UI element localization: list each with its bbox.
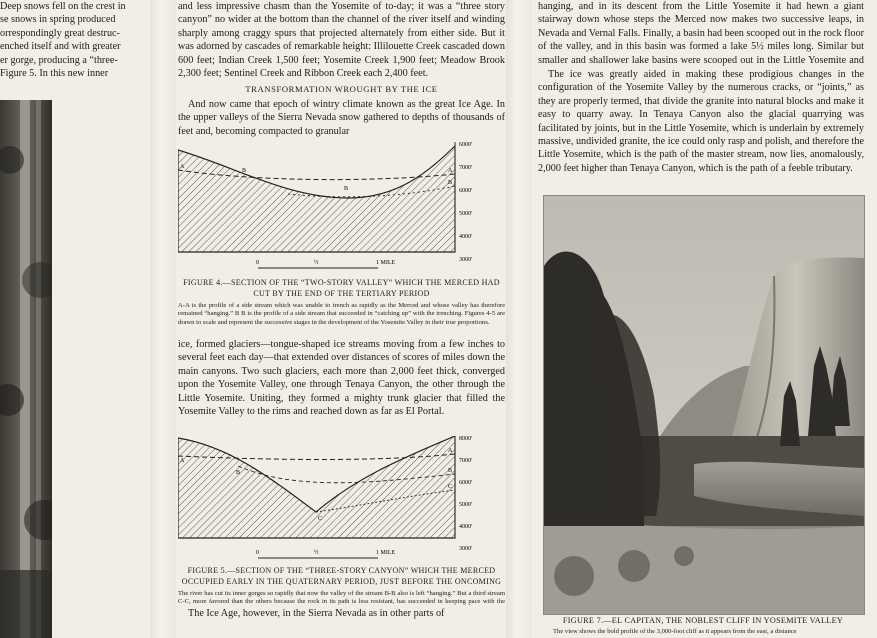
elevation-label: 4000' xyxy=(459,234,473,240)
elevation-label: 4000' xyxy=(459,524,473,530)
elevation-label: 8000' xyxy=(459,436,473,442)
left-line: se snows in spring produced xyxy=(0,14,116,26)
body-paragraph: ice, formed glaciers—tongue-shaped ice streams moving from a few inches to several feet each day—that extended over distances of scores of miles down the main canyons. Two such glaciers, each more than 2,000 feet thick, converged upon the Yosemite Valley, one through Tenaya Canyon, the other through the Little Yosemite. Uniting, they formed a mighty trunk glacier that filled the Yosemite Valley to the rims and reached down as far as El Portal. xyxy=(178,339,505,418)
valley-profile xyxy=(178,146,455,252)
elevation-label: 6000' xyxy=(459,142,473,148)
body-paragraph: The ice was greatly aided in making these prodigious changes in the configuration of the Yosemite Valley by the numerous cracks, or “joints,” as they are properly termed, that divide the granite into natural blocks and make it easy to quarry away. In Tenaya Canyon also the glacial quarrying was facilitated by joints, but in the Little Yosemite, which is underlain by extremely massive, undivided granite, the ice could only rasp and polish, and therefore the Little Yosemite, which is the path of the master stream, now lies, anomalously, 2,000 feet higher than Tenaya Canyon, which is the path of a feeble tributary. xyxy=(538,69,864,174)
scale-half: ½ xyxy=(314,260,319,266)
right-column xyxy=(538,0,864,182)
figure-5-note: The river has cut its inner gorges so rapidly that now the valley of the stream B-B also is left “hanging.” But a third stream C-C, more favored than the others because the rock in its path is less resistant, has succeeded in keeping pace with the xyxy=(178,590,505,606)
label-C: C xyxy=(318,516,323,522)
el-capitan-photo xyxy=(543,195,865,615)
label-B: B xyxy=(448,180,453,186)
figure-5-diagram xyxy=(178,436,505,564)
elevation-label: 6000' xyxy=(459,480,473,486)
canyon-profile xyxy=(178,436,455,538)
label-A: A xyxy=(180,164,185,170)
elevation-label: 3000' xyxy=(459,257,473,263)
left-line: orrespondingly great destruc- xyxy=(0,27,120,39)
left-line: er gorge, producing a “three- xyxy=(0,54,118,66)
elevation-label: 7000' xyxy=(459,165,473,171)
elevation-label: 6000' xyxy=(459,188,473,194)
figure-7-caption: FIGURE 7.—EL CAPITAN, THE NOBLEST CLIFF IN YOSEMITE VALLEY xyxy=(562,616,844,625)
forest-photo xyxy=(0,100,52,638)
page-gutter xyxy=(150,0,176,638)
body-paragraph: and less impressive chasm than the Yosemite of to-day; it was a “three story canyon” no wider at the bottom than the channel of the river itself and winding sharply among craggy spurs that projected alternately from either side. But it was adorned by cascades of remarkable height: Illilouette Creek cascaded down 600 feet; Indian Creek 1,500 feet; Yosemite Creek 1,900 feet; Meadow Brook 2,300 feet; Sentinel Creek and Ribbon Creek each 2,400 feet. xyxy=(178,1,505,80)
label-B: B xyxy=(448,468,453,474)
left-column-text xyxy=(0,0,146,80)
left-line: enched itself and with greater xyxy=(0,41,121,53)
elevation-label: 5000' xyxy=(459,502,473,508)
scale-mile: 1 MILE xyxy=(376,550,396,556)
elevation-label: 5000' xyxy=(459,211,473,217)
body-paragraph: hanging, and in its descent from the Little Yosemite it had hewn a giant stairway down whose steps the Merced now makes two successive leaps, in Nevada and Vernal Falls. Finally, a basin had been scooped out in the rock floor of the valley, and in this basin was formed a lake 5½ miles long. Similar but smaller and shallower lake basins were scooped out in the Little Yosemite and xyxy=(538,1,864,66)
label-B: B xyxy=(344,186,349,192)
label-C: C xyxy=(448,484,453,490)
figure-4-note: A-A is the profile of a side stream which was unable to trench as rapidly as the Merced and whose valley has therefore remained “hanging.” B B is the profile of a side stream that succeeded in “catching up” with the trenching. Figures 4-5 are drawn to scale and represent the successive stages in the development of the Yosemite Valley in their true proportions. xyxy=(178,302,505,326)
body-paragraph: And now came that epoch of wintry climate known as the great Ice Age. In the upper valleys of the Sierra Nevada snow gathered to depths of thousands of feet and, becoming compacted to granular xyxy=(178,99,505,137)
scale-half: ½ xyxy=(314,550,319,556)
scale-mile: 1 MILE xyxy=(376,260,396,266)
middle-column xyxy=(178,0,505,621)
section-heading: TRANSFORMATION WROUGHT BY THE ICE xyxy=(245,84,438,94)
left-line: Figure 5. In this new inner xyxy=(0,68,109,80)
scale-zero: 0 xyxy=(256,260,259,266)
label-A: A xyxy=(448,448,453,454)
elevation-label: 7000' xyxy=(459,458,473,464)
page-gutter xyxy=(506,0,532,638)
label-A: A xyxy=(180,458,185,464)
figure-4-caption: FIGURE 4.—SECTION OF THE “TWO-STORY VALLEY” WHICH THE MERCED HAD CUT BY THE END OF THE TERTIARY PERIOD xyxy=(183,278,500,298)
body-paragraph: The Ice Age, however, in the Sierra Nevada as in other parts of xyxy=(188,608,445,619)
figure-7-note: The view shows the bold profile of the 3,000-foot cliff as it appears from the east, a distance xyxy=(553,628,797,635)
elevation-label: 3000' xyxy=(459,546,473,552)
scale-zero: 0 xyxy=(256,550,259,556)
figure-5-caption: FIGURE 5.—SECTION OF THE “THREE-STORY CANYON” WHICH THE MERCED OCCUPIED EARLY IN THE QUATERNARY PERIOD, JUST BEFORE THE ONCOMING xyxy=(181,566,502,586)
label-A: A xyxy=(448,168,453,174)
figure-4-diagram xyxy=(178,142,505,276)
left-line: Deep snows fell on the crest in xyxy=(0,1,126,12)
label-B: B xyxy=(236,470,241,476)
label-B: B xyxy=(242,168,247,174)
